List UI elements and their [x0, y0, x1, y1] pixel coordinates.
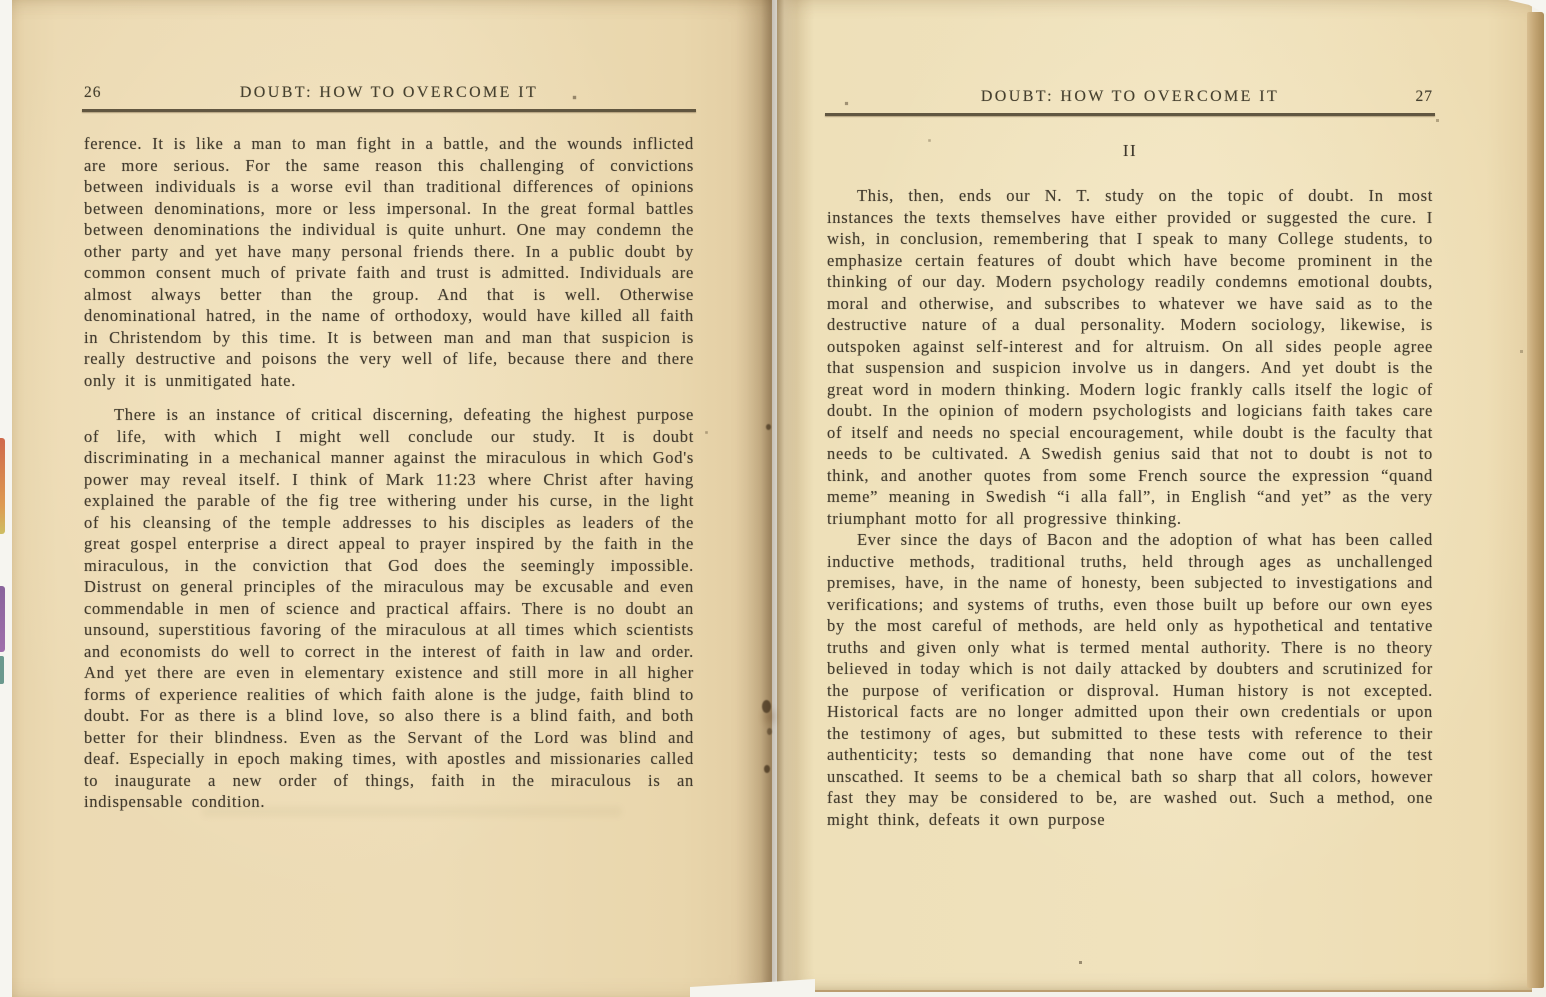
- right-page: [777, 0, 1532, 992]
- edge-sliver-teal: [0, 656, 4, 684]
- edge-sliver-red: [0, 438, 5, 534]
- right-running-title: DOUBT: HOW TO OVERCOME IT: [980, 88, 1280, 105]
- right-paragraph-2: Ever since the days of Bacon and the adoption of what has been called inductive methods, traditional truths, held through ages as unchallenged premises, have, in the name of honesty, been subjected to investigations and verifications; and systems of truths, even those built up before our own eyes by the most careful of methods, are held only as hypothetical and tentative truths and given only what is termed mental authority. There is no theory believed in today which is not daily attacked by doubters and scrutinized for the purpose of verification or disproval. Human history is not excepted. Historical facts are no longer admitted upon their own credentials or upon the testimony of ages, but submitted to these tests with reference to their authenticity; tests so demanding that none have come out of the test unscathed. It seems to be a chemical bath so sharp that all colors, however fast they may be considered to be, are washed out. Such a method, one might think, defeats it own purpose: [827, 530, 1433, 829]
- section-heading: II: [1122, 141, 1138, 160]
- left-paragraph-2: There is an instance of critical discerning, defeating the highest purpose of life, with which I might well conclude our study. It is doubt discriminating in a mechanical manner against the miraculous in which God's power may reveal itself. I think of Mark 11:23 where Christ after having explained the parable of the fig tree withering under his curse, in the light of his cleansing of the temple addresses to his disciples as leaders of the great gospel enterprise a direct appeal to prayer inspired by the faith in the miraculous, in the conviction that God does the seemingly impossible. Distrust on general principles of the miraculous may be excusable and even commendable in men of science and practical affairs. There is no doubt an unsound, superstitious favoring of the miraculous at all times which scientists and economists do well to correct in the interest of faith in law and order. And yet there are even in elementary existence and still more in all higher forms of experience realities of which faith alone is the judge, faith blind to doubt. For as there is a blind love, so also there is a blind faith, and both better for their blindness. Even as the Servant of the Lord was blind and deaf. Especially in epoch making times, with apostles and missionaries called to inaugurate a new order of things, faith in the miraculous is an indispensable condition.: [84, 405, 694, 811]
- right-running-head: [827, 88, 1433, 106]
- left-running-title: DOUBT: HOW TO OVERCOME IT: [239, 84, 539, 101]
- edge-sliver-purple: [0, 586, 5, 652]
- right-paragraph-1: This, then, ends our N. T. study on the topic of doubt. In most instances the texts themselves have either provided or suggested the cure. I wish, in conclusion, remembering that I speak to many College students, to emphasize certain features of doubt which have become prominent in the thinking of our day. Modern psychology readily condemns emotional doubts, moral and otherwise, and subscribes to whatever we have said as to the destructive nature of a dual personality. Modern sociology, likewise, is outspoken against self-interest and for altruism. On all sides people agree that suspension and suspicion involve us in dangers. And yet doubt is the great word in modern thinking. Modern logic frankly calls itself the logic of doubt. In the opinion of modern psychologists and logicians faith takes care of itself and needs no special encouragement, while doubt is the faculty that needs to be cultivated. A Swedish genius said that not to doubt is not to think, and another quotes from some French source the expression “quand meme” meaning in Swedish “i alla fall”, in English “and yet” as the very triumphant motto for all progressive thinking.: [827, 186, 1433, 528]
- left-page-number: 26: [84, 84, 102, 101]
- left-header-rule: [82, 109, 696, 114]
- right-header-rule: [825, 113, 1435, 118]
- right-page-number: 27: [1415, 88, 1433, 105]
- left-paragraph-1: ference. It is like a man to man fight in a battle, and the wounds inflicted are more serious. For the same reason this challenging of convictions between individuals is a worse evil than traditional differences of opinions between denominations, more or less impersonal. In the great formal battles between denominations the individual is quite unhurt. One may condemn the other party and yet have many personal friends there. In a public doubt by common consent much of private faith and trust is admitted. Individuals are almost always better than the group. And that is well. Otherwise denominational hatred, in the name of orthodoxy, would have killed all faith in Christendom by this time. It is between man and man that suspicion is really destructive and poisons the very well of life, because there and there only it is unmitigated hate.: [84, 134, 694, 390]
- right-page-text: [827, 185, 1433, 830]
- left-page: [12, 0, 772, 997]
- book-fore-edge: [1527, 12, 1544, 988]
- stitch-mark: [764, 765, 770, 773]
- stitch-mark: [762, 700, 771, 713]
- left-page-text: [84, 133, 694, 813]
- left-running-head: [84, 84, 694, 102]
- ink-specks: [0, 0, 1, 1]
- stitch-mark: [766, 424, 771, 430]
- stitch-mark: [767, 728, 772, 735]
